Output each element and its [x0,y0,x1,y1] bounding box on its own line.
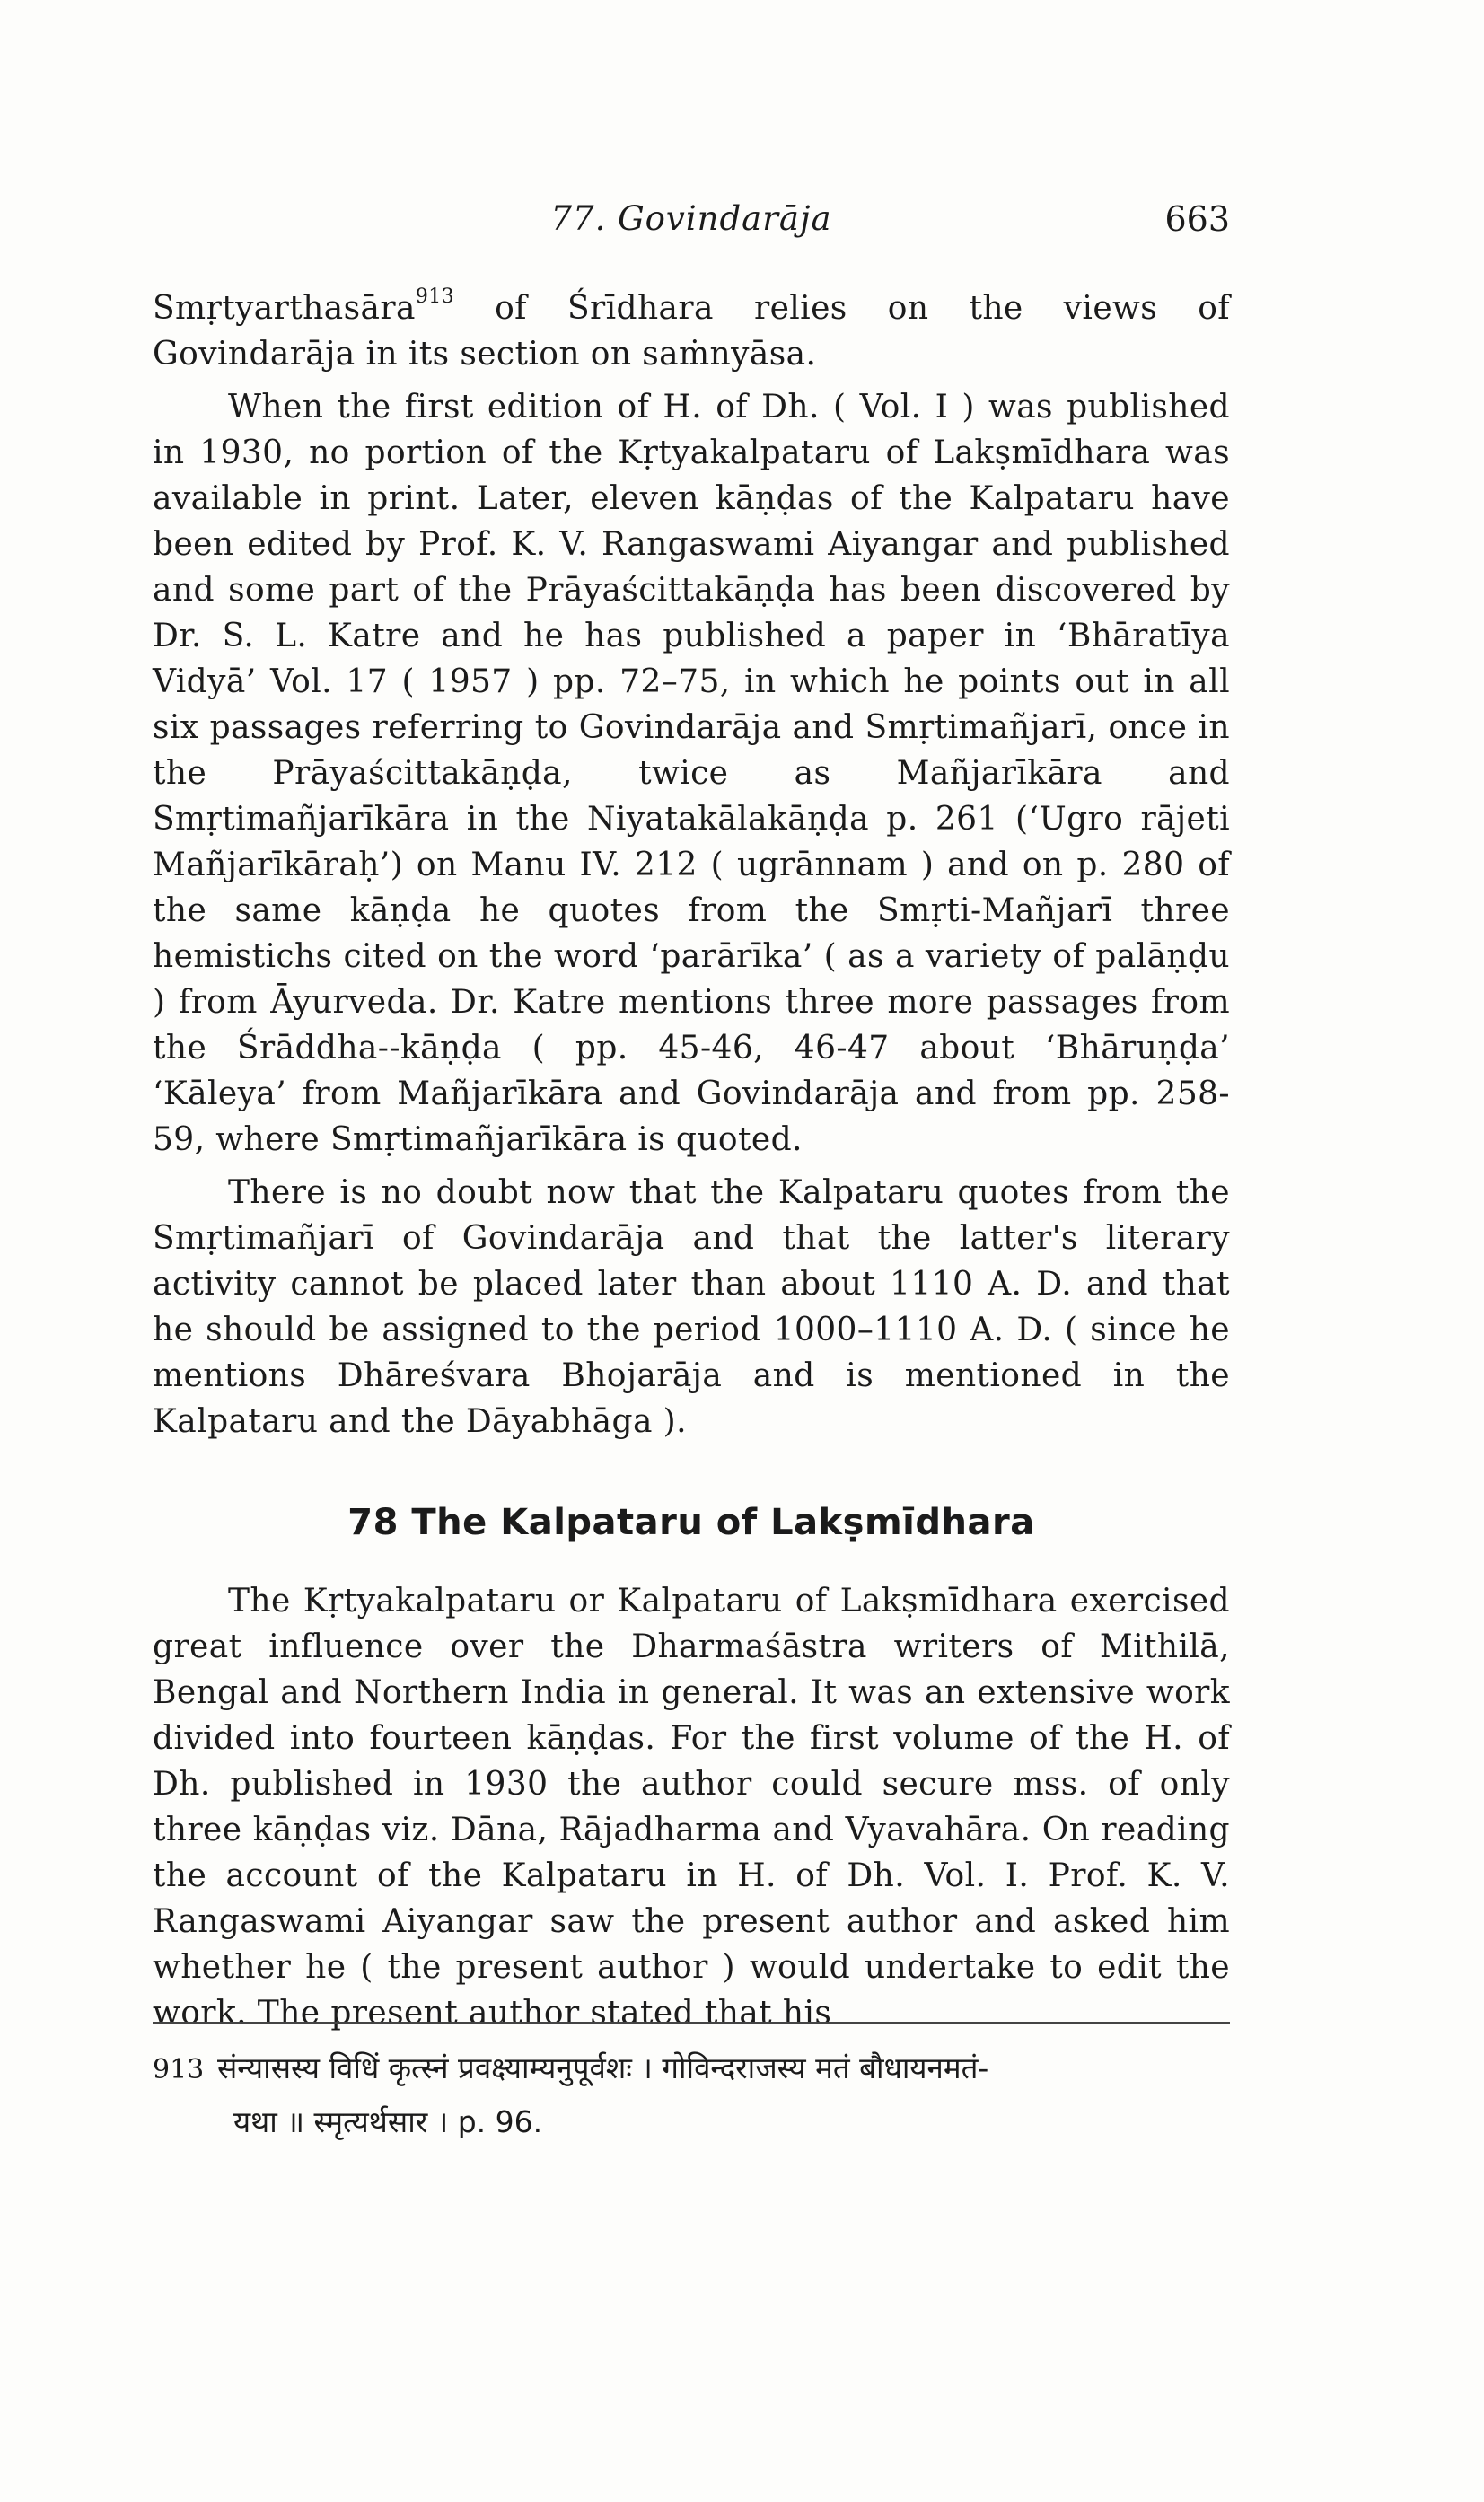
paragraph-1 [153,285,1230,377]
running-title: 77. Govindarāja [550,199,832,238]
footnote-line-2 [153,2096,1230,2148]
footnote-line-1 [153,2042,1230,2096]
paragraph-1-text: of Śrīdhara relies on the views of Govindarāja in its section on saṁnyāsa. [153,290,1230,373]
section-heading: 78 The Kalpataru of Lakṣmīdhara [347,1502,1035,1543]
paragraph-2: When the first edition of H. of Dh. ( Vol. I ) was published in 1930, no portion of the Kṛtyakalpataru of Lakṣmīdhara was available in print. Later, eleven kāṇḍas of the Kalpataru have been edited by Prof. K. V. Rangaswami Aiyangar and published and some part of the Prāyaścittakāṇḍa has been discovered by Dr. S. L. Katre and he has published a paper in ‘Bhāratīya Vidyā’ Vol. 17 ( 1957 ) pp. 72–75, in which he points out in all six passages referring to Govindarāja and Smṛtimañjarī, once in the Prāyaścittakāṇḍa, twice as Mañjarīkāra and Smṛtimañjarīkāra in the Niyatakālakāṇḍa p. 261 (‘Ugro rājeti Mañjarīkāraḥ’) on Manu IV. 212 ( ugrānnam ) and on p. 280 of the same kāṇḍa he quotes from the Smṛti-Mañjarī three hemistichs cited on the word ‘parārīka’ ( as a variety of palāṇḍu ) from Āyurveda. Dr. Katre mentions three more passages from the Śrāddha--kāṇḍa ( pp. 45-46, 46-47 about ‘Bhāruṇḍa’ ‘Kāleya’ from Mañjarīkāra and Govindarāja and from pp. 258-59, where Smṛtimañjarīkāra is quoted. [153,389,1230,1158]
body-text [153,285,1230,2036]
footnote-divider [153,2022,1230,2024]
footnote-sanskrit-line-1: संन्यासस्य विधिं कृत्स्नं प्रवक्ष्याम्यनुपूर्वशः । गोविन्दराजस्य मतं बौधायनमतं- [217,2050,989,2085]
footnote [153,2042,1230,2148]
paragraph-3: There is no doubt now that the Kalpataru quotes from the Smṛtimañjarī of Govindarāja and that the latter's literary activity cannot be placed later than about 1110 A. D. and that he should be assigned to the period 1000–1110 A. D. ( since he mentions Dhāreśvara Bhojarāja and is mentioned in the Kalpataru and the Dāyabhāga ). [153,1174,1230,1440]
section-paragraph: The Kṛtyakalpataru or Kalpataru of Lakṣmīdhara exercised great influence over the Dharmaśāstra writers of Mithilā, Bengal and Northern India in general. It was an extensive work divided into fourteen kāṇḍas. For the first volume of the H. of Dh. published in 1930 the author could secure mss. of only three kāṇḍas viz. Dāna, Rājadharma and Vyavahāra. On reading the account of the Kalpataru in H. of Dh. Vol. I. Prof. K. V. Rangaswami Aiyangar saw the present author and asked him whether he ( the present author ) would undertake to edit the work. The present author stated that his [153,1583,1230,2032]
smrtyarthasara-term: Smṛtyarthasāra [153,290,416,327]
page-number: 663 [1164,199,1230,239]
page-header [153,199,1230,250]
footnote-ref-913[interactable]: 913 [415,285,455,308]
footnote-sanskrit-line-2: यथा ॥ स्मृत्यर्थसार । p. 96. [233,2104,543,2139]
footnote-number: 913 [153,2054,205,2085]
